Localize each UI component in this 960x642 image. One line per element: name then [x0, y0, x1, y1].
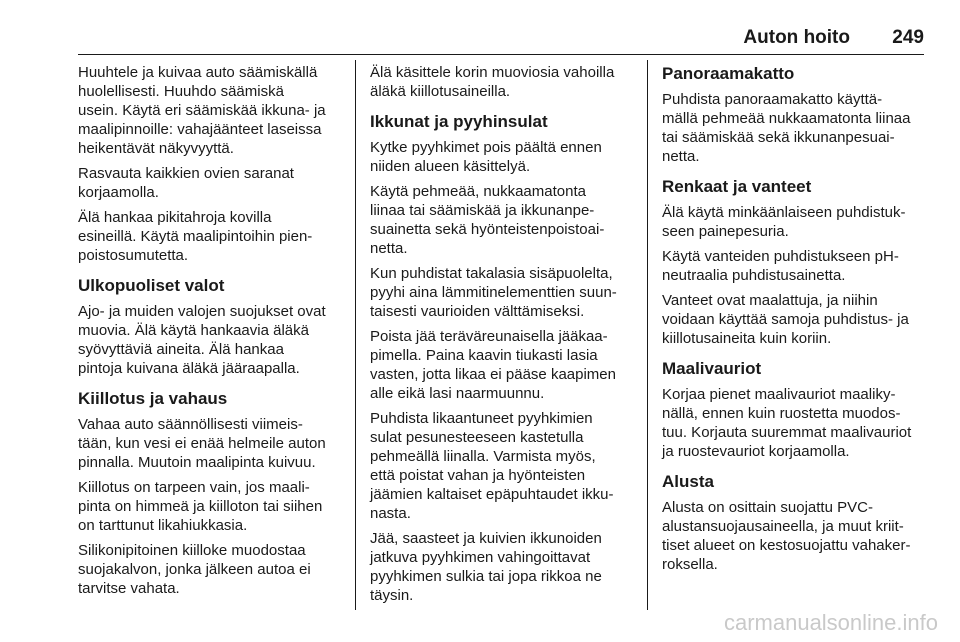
paragraph: Kytke pyyhkimet pois päältä ennen niiden alueen käsittelyä.: [370, 139, 602, 175]
column-2: [370, 63, 638, 611]
heading-windows-wipers: Ikkunat ja pyyhinsulat: [370, 112, 548, 131]
column-3: [662, 63, 928, 580]
paragraph: Vanteet ovat maalattuja, ja niihin voidaan käyttää samoja puhdistus- ja kiillotusaineita kuin koriin.: [662, 292, 909, 347]
header-divider: [78, 54, 924, 55]
paragraph: Käytä pehmeää, nukkaamatonta liinaa tai säämiskää ja ikkunanpe- suainetta sekä hyönteistenpoistoai- netta.: [370, 183, 605, 257]
paragraph: Jää, saasteet ja kuivien ikkunoiden jatkuva pyyhkimen vahingoittavat pyyhkimen sulkia tai jopa rikkoa ne täysin.: [370, 530, 602, 604]
paragraph: Älä käytä minkäänlaiseen puhdistuk- seen painepesuria.: [662, 204, 906, 240]
paragraph: Vahaa auto säännöllisesti viimeis- tään, kun vesi ei enää helmeile auton pinnalla. Muutoin maalipinta kuivuu.: [78, 416, 326, 471]
paragraph: Alusta on osittain suojattu PVC- alustansuojausaineella, ja muut kriit- tiset alueet on kestosuojattu vahaker- roksella.: [662, 499, 911, 573]
watermark-text: carmanualsonline.info: [723, 610, 938, 635]
page-header: [0, 0, 960, 56]
heading-underbody: Alusta: [662, 472, 714, 491]
heading-polishing-waxing: Kiillotus ja vahaus: [78, 389, 228, 408]
paragraph: Rasvauta kaikkien ovien saranat korjaamolla.: [78, 165, 294, 201]
section-title: Auton hoito: [743, 27, 850, 48]
paragraph: Korjaa pienet maalivauriot maaliky- nällä, ennen kuin ruostetta muodos- tuu. Korjauta suuremmat maalivauriot ja ruostevauriot korjaamolla.: [662, 386, 912, 460]
paragraph: Puhdista likaantuneet pyyhkimien sulat pesunesteeseen kastetulla pehmeällä liinalla. Varmista myös, että poistat vahan ja hyönteisten jäämien kaltaiset epäpuhtaudet ikku- nasta.: [370, 410, 614, 522]
paragraph: Puhdista panoraamakatto käyttä- mällä pehmeää nukkaamatonta liinaa tai säämiskää sekä ikkunanpesuai- netta.: [662, 91, 911, 165]
paragraph: Silikonipitoinen kiilloke muodostaa suojakalvon, jonka jälkeen autoa ei tarvitse vahata.: [78, 542, 311, 597]
paragraph: Kun puhdistat takalasia sisäpuolelta, pyyhi aina lämmitinelementtien suun- taisesti vaurioiden välttämiseksi.: [370, 265, 617, 320]
column-divider-1: [355, 60, 356, 610]
heading-paint-damage: Maalivauriot: [662, 359, 762, 378]
paragraph: Älä käsittele korin muoviosia vahoilla äläkä kiillotusaineilla.: [370, 64, 615, 100]
heading-panoramic-roof: Panoraamakatto: [662, 64, 795, 83]
column-1: [78, 63, 346, 604]
paragraph: Älä hankaa pikitahroja kovilla esineillä. Käytä maalipintoihin pien- poistosumutetta.: [78, 209, 313, 264]
paragraph: Ajo- ja muiden valojen suojukset ovat muovia. Älä käytä hankaavia äläkä syövyttäviä aineita. Älä hankaa pintoja kuivana äläkä jääraapalla.: [78, 303, 326, 377]
paragraph: Poista jää teräväreunaisella jääkaa- pimella. Paina kaavin tiukasti lasia vasten, jotta likaa ei pääse kaapimen alle eikä lasi naarmuunnu.: [370, 328, 616, 402]
paragraph: Huuhtele ja kuivaa auto säämiskällä huolellisesti. Huuhdo säämiskä usein. Käytä eri säämiskää ikkuna- ja maalipinnoille: vahajäänteet laseissa heikentävät näkyvyyttä.: [78, 64, 326, 157]
paragraph: Käytä vanteiden puhdistukseen pH- neutraalia puhdistusainetta.: [662, 248, 899, 284]
heading-exterior-lights: Ulkopuoliset valot: [78, 276, 225, 295]
heading-tyres-wheels: Renkaat ja vanteet: [662, 177, 812, 196]
paragraph: Kiillotus on tarpeen vain, jos maali- pinta on himmeä ja kiilloton tai siihen on tarttunut likahiukkasia.: [78, 479, 323, 534]
column-divider-2: [647, 60, 648, 610]
page-number: 249: [892, 27, 924, 48]
